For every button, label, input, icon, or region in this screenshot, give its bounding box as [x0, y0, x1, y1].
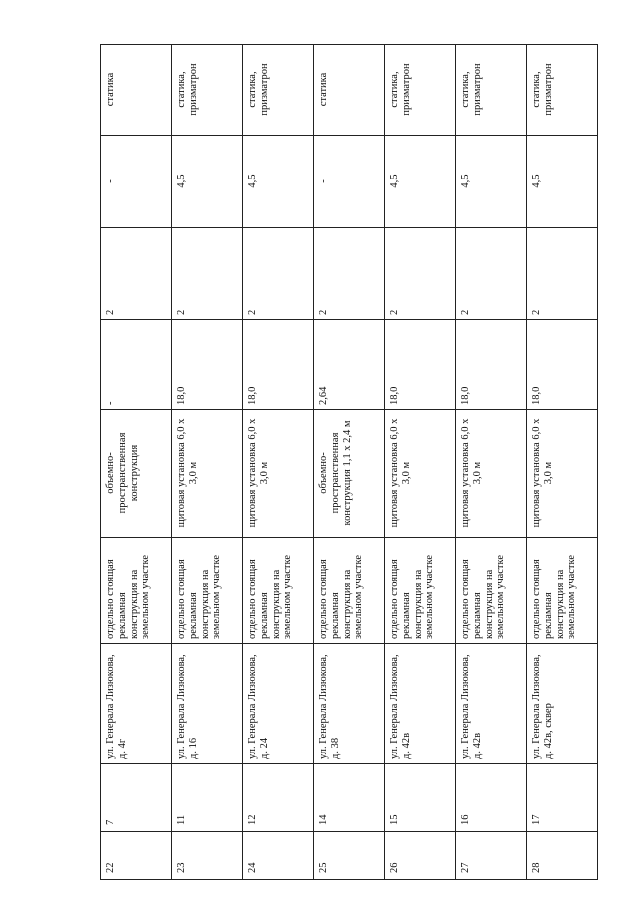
field-area-cell: 4,5	[243, 136, 314, 228]
table-row	[314, 45, 385, 880]
sides-cell: 2	[243, 228, 314, 320]
structure-kind-cell: отдельно стоящая рекламная конструкция на земельном участке	[456, 538, 527, 644]
rotated-page	[100, 45, 598, 880]
area-cell: 18,0	[456, 320, 527, 410]
sides-cell: 2	[456, 228, 527, 320]
field-area-cell: 4,5	[527, 136, 598, 228]
structure-type-cell: объемно-пространственная конструкция	[101, 410, 172, 538]
address-cell: ул. Генерала Лизюкова, д. 24	[243, 644, 314, 764]
technology-cell: статика, призматрон	[527, 45, 598, 136]
technology-cell: статика, призматрон	[385, 45, 456, 136]
structure-id-cell: 14	[314, 764, 385, 832]
area-cell: -	[101, 320, 172, 410]
structure-kind-cell: отдельно стоящая рекламная конструкция на земельном участке	[243, 538, 314, 644]
structure-type-cell: объемно-пространственная конструкция 1,1 х 2,4 м	[314, 410, 385, 538]
table-row	[243, 45, 314, 880]
field-area-cell: -	[101, 136, 172, 228]
structure-type-cell: щитовая установка 6,0 х 3,0 м	[527, 410, 598, 538]
area-cell: 2,64	[314, 320, 385, 410]
field-area-cell: 4,5	[456, 136, 527, 228]
technology-cell: статика	[314, 45, 385, 136]
sides-cell: 2	[314, 228, 385, 320]
address-cell: ул. Генерала Лизюкова, д. 38	[314, 644, 385, 764]
address-cell: ул. Генерала Лизюкова, д. 16	[172, 644, 243, 764]
table-body	[101, 45, 598, 880]
table-row	[385, 45, 456, 880]
structure-id-cell: 16	[456, 764, 527, 832]
address-cell: ул. Генерала Лизюкова, д. 42в	[385, 644, 456, 764]
row-number-cell: 24	[243, 832, 314, 880]
structure-id-cell: 11	[172, 764, 243, 832]
advertising-structures-table	[100, 44, 598, 880]
table-row	[172, 45, 243, 880]
technology-cell: статика, призматрон	[243, 45, 314, 136]
area-cell: 18,0	[172, 320, 243, 410]
sides-cell: 2	[101, 228, 172, 320]
structure-id-cell: 7	[101, 764, 172, 832]
table-row	[527, 45, 598, 880]
structure-kind-cell: отдельно стоящая рекламная конструкция на земельном участке	[314, 538, 385, 644]
structure-type-cell: щитовая установка 6,0 х 3,0 м	[456, 410, 527, 538]
technology-cell: статика	[101, 45, 172, 136]
structure-id-cell: 17	[527, 764, 598, 832]
row-number-cell: 25	[314, 832, 385, 880]
technology-cell: статика, призматрон	[456, 45, 527, 136]
sides-cell: 2	[527, 228, 598, 320]
structure-id-cell: 12	[243, 764, 314, 832]
address-cell: ул. Генерала Лизюкова, д. 4г	[101, 644, 172, 764]
area-cell: 18,0	[243, 320, 314, 410]
field-area-cell: 4,5	[385, 136, 456, 228]
area-cell: 18,0	[527, 320, 598, 410]
structure-kind-cell: отдельно стоящая рекламная конструкция на земельном участке	[385, 538, 456, 644]
sides-cell: 2	[172, 228, 243, 320]
structure-kind-cell: отдельно стоящая рекламная конструкция на земельном участке	[527, 538, 598, 644]
field-area-cell: -	[314, 136, 385, 228]
structure-kind-cell: отдельно стоящая рекламная конструкция на земельном участке	[172, 538, 243, 644]
address-cell: ул. Генерала Лизюкова, д. 42в, сквер	[527, 644, 598, 764]
structure-type-cell: щитовая установка 6,0 х 3,0 м	[172, 410, 243, 538]
structure-type-cell: щитовая установка 6,0 х 3,0 м	[385, 410, 456, 538]
area-cell: 18,0	[385, 320, 456, 410]
row-number-cell: 23	[172, 832, 243, 880]
row-number-cell: 27	[456, 832, 527, 880]
row-number-cell: 26	[385, 832, 456, 880]
field-area-cell: 4,5	[172, 136, 243, 228]
technology-cell: статика, призматрон	[172, 45, 243, 136]
table-row	[456, 45, 527, 880]
table-row	[101, 45, 172, 880]
structure-kind-cell: отдельно стоящая рекламная конструкция на земельном участке	[101, 538, 172, 644]
address-cell: ул. Генерала Лизюкова, д. 42в	[456, 644, 527, 764]
structure-id-cell: 15	[385, 764, 456, 832]
row-number-cell: 28	[527, 832, 598, 880]
row-number-cell: 22	[101, 832, 172, 880]
structure-type-cell: щитовая установка 6,0 х 3,0 м	[243, 410, 314, 538]
sides-cell: 2	[385, 228, 456, 320]
